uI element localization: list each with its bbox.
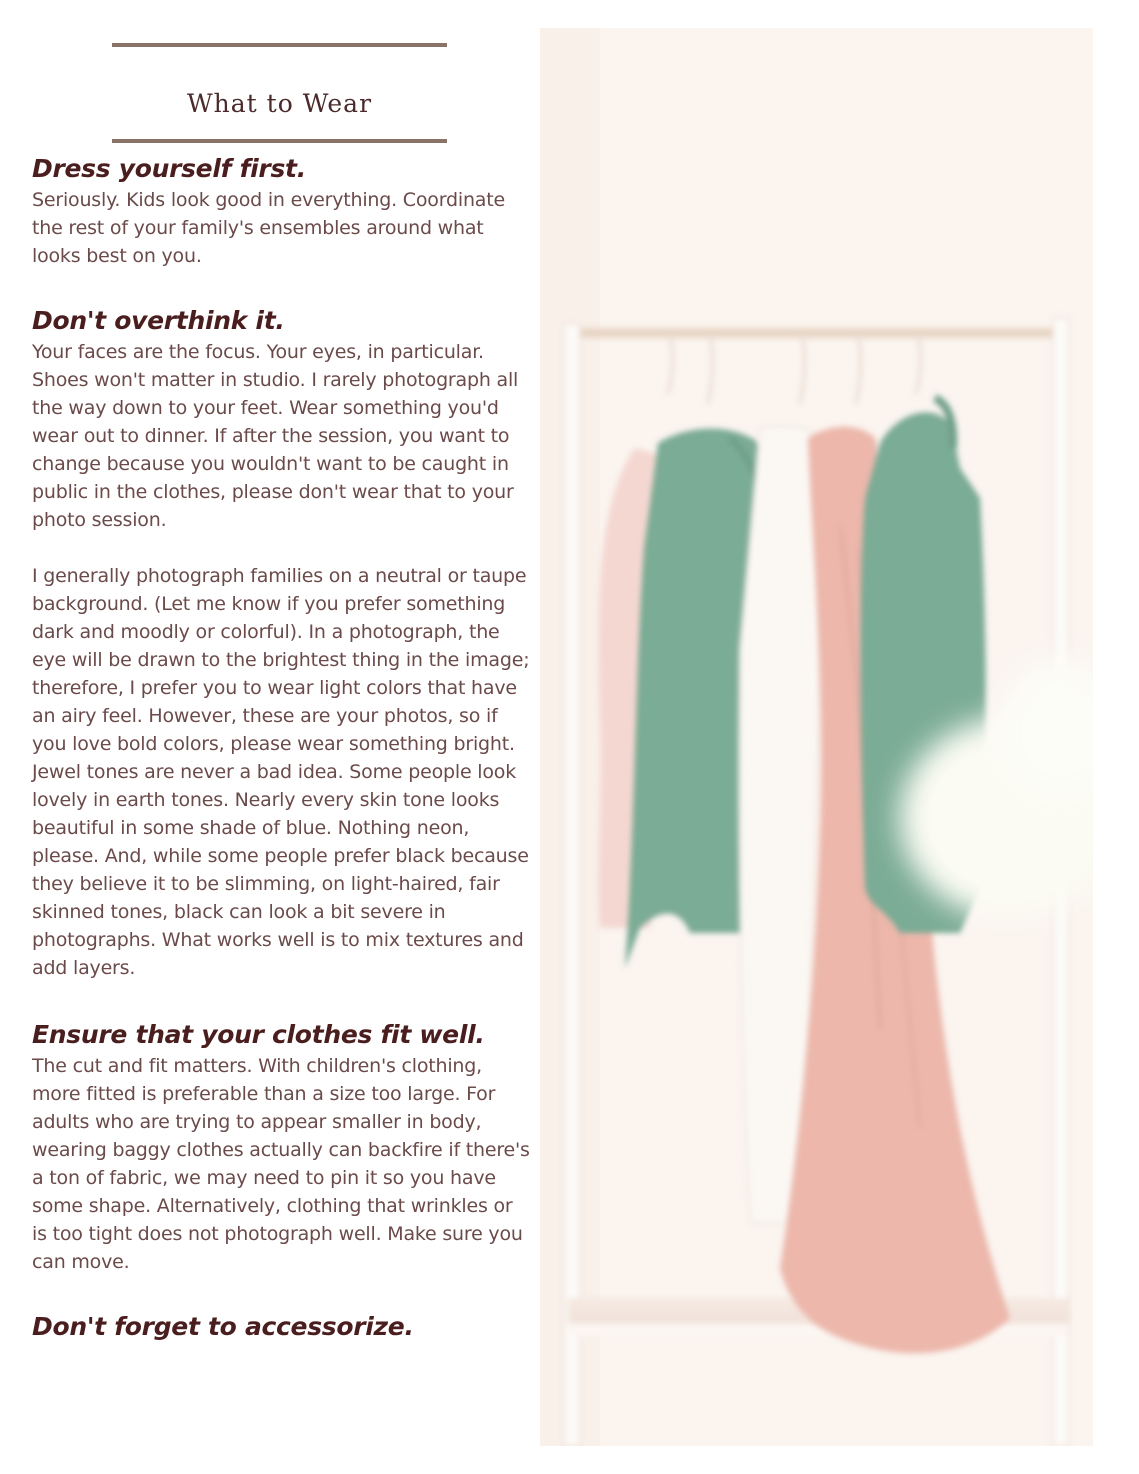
bottom-divider <box>112 139 447 143</box>
section-paragraph: I generally photograph families on a neutral or taupe background. (Let me know if you prefer something dark and moodly or colorful). In a photograph, the eye will be drawn to the brightest thing in the image; therefore, I prefer you to wear light colors that have an airy feel. However, these are your photos, so if you love bold colors, please wear something bright. Jewel tones are never a bad idea. Some people look lovely in earth tones. Nearly every skin tone looks beautiful in some shade of blue. Nothing neon, please. And, while some people prefer black because they believe it to be slimming, on light-haired, fair skinned tones, black can look a bit severe in photographs. What works well is to mix textures and add layers. <box>32 565 530 979</box>
section-paragraph: Seriously. Kids look good in everything. Coordinate the rest of your family's ensembles around what looks best on you. <box>32 189 505 267</box>
section-heading: Don't forget to accessorize. <box>32 1312 414 1341</box>
section-accessorize <box>32 1310 532 1344</box>
clothing-rack-illustration <box>540 28 1093 1446</box>
section-paragraph: The cut and fit matters. With children's clothing, more fitted is preferable than a size too large. For adults who are trying to appear smaller in body, wearing baggy clothes actually can backfire if there's a ton of fabric, we may need to pin it so you have some shape. Alternatively, clothing that wrinkles or is too tight does not photograph well. Make sure you can move. <box>32 1055 530 1273</box>
section-dont-overthink <box>32 304 532 982</box>
page-title: What to Wear <box>186 88 373 118</box>
article-body <box>32 152 532 1344</box>
clothing-rack-photo <box>540 28 1093 1446</box>
section-heading: Dress yourself first. <box>32 154 306 183</box>
section-paragraph: Your faces are the focus. Your eyes, in particular. Shoes won't matter in studio. I rarely photograph all the way down to your feet. Wear something you'd wear out to dinner. If after the session, you want to change because you wouldn't want to be caught in public in the clothes, please don't wear that to your photo session. <box>32 341 519 531</box>
section-dress-yourself-first <box>32 152 532 270</box>
section-heading: Ensure that your clothes fit well. <box>32 1020 485 1049</box>
top-divider <box>112 43 447 47</box>
section-heading: Don't overthink it. <box>32 306 285 335</box>
section-fit-well <box>32 1018 532 1276</box>
